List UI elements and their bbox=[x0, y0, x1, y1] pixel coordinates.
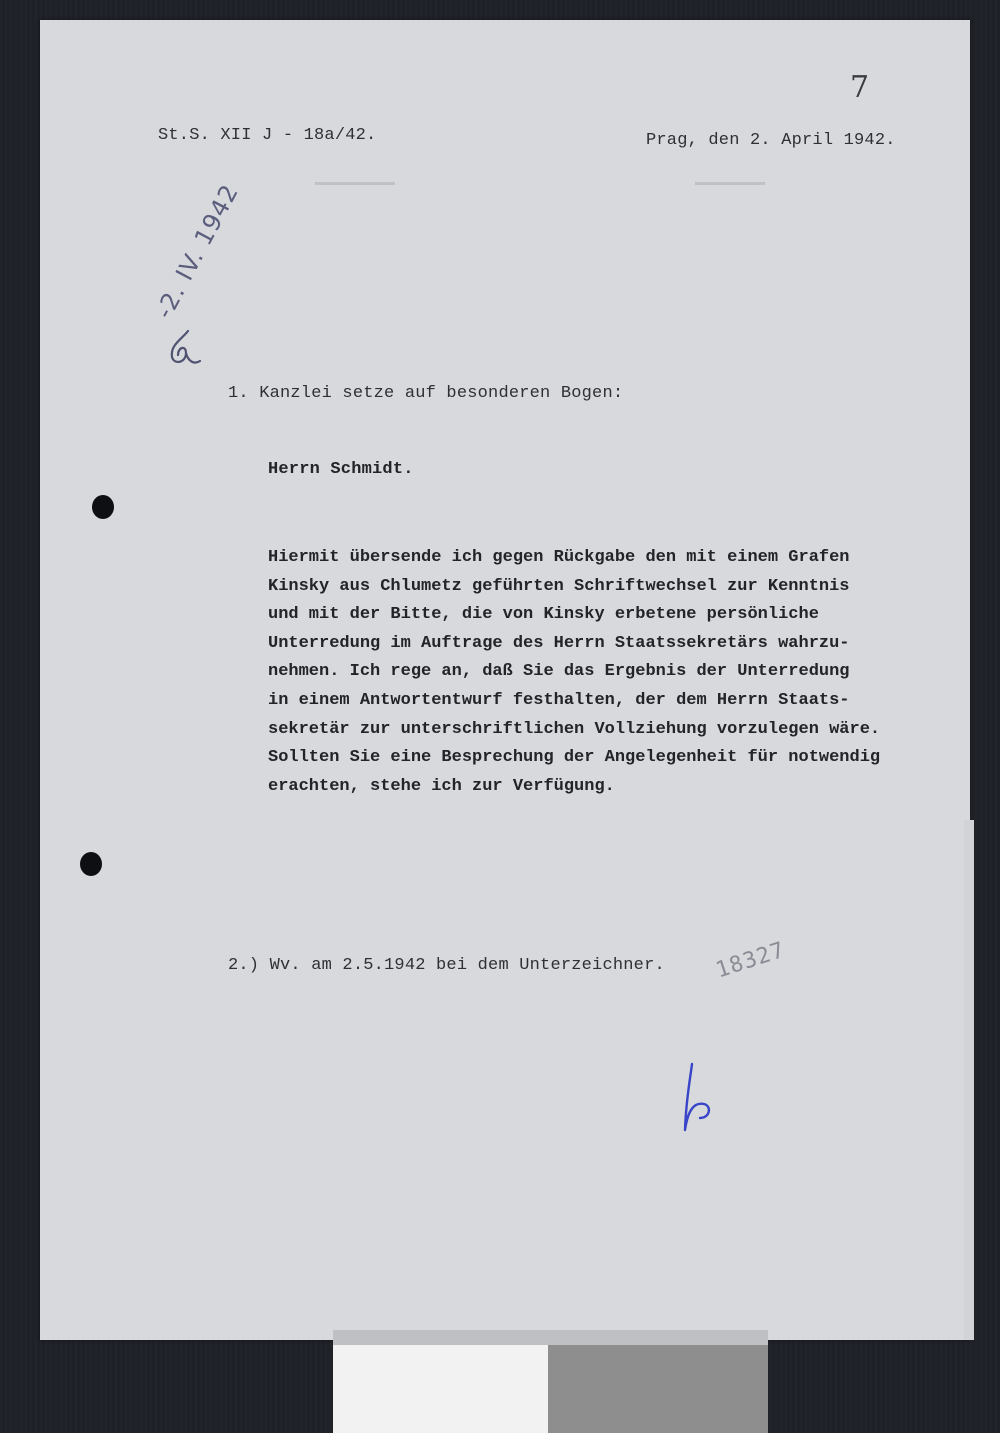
file-number-stamp: 18327 bbox=[712, 937, 789, 984]
paragraph-line: Hiermit übersende ich gegen Rückgabe den mit einem Grafen bbox=[268, 548, 850, 567]
paragraph-line: sekretär zur unterschriftlichen Vollziehung vorzulegen wäre. bbox=[268, 719, 881, 739]
punch-hole bbox=[80, 852, 102, 876]
reference-number: St.S. XII J - 18a/42. bbox=[158, 126, 377, 145]
received-date-stamp: -2. IV. 1942 bbox=[150, 179, 245, 324]
instruction-item-2: 2.) Wv. am 2.5.1942 bei dem Unterzeichner. bbox=[228, 956, 665, 975]
instruction-item-1: 1. Kanzlei setze auf besonderen Bogen: bbox=[228, 384, 624, 403]
paragraph-line: in einem Antwortentwurf festhalten, der dem Herrn Staats- bbox=[268, 690, 850, 710]
paragraph-line: und mit der Bitte, die von Kinsky erbetene persönliche bbox=[268, 605, 819, 625]
letter-paragraph bbox=[268, 548, 988, 805]
sheet-edge bbox=[964, 820, 974, 1340]
place-date: Prag, den 2. April 1942. bbox=[646, 131, 896, 150]
calibration-strip bbox=[333, 1330, 768, 1346]
color-swatch-white bbox=[333, 1345, 548, 1433]
color-swatch-gray bbox=[548, 1345, 768, 1433]
paragraph-line: nehmen. Ich rege an, daß Sie das Ergebnis der Unterredung bbox=[268, 662, 850, 682]
salutation: Herrn Schmidt. bbox=[268, 460, 414, 479]
paragraph-line: Sollten Sie eine Besprechung der Angelegenheit für notwendig bbox=[268, 748, 881, 768]
faint-mark bbox=[315, 182, 395, 185]
punch-hole bbox=[92, 495, 114, 519]
page-number: 7 bbox=[850, 70, 870, 105]
faint-mark bbox=[695, 182, 765, 185]
paragraph-line: erachten, stehe ich zur Verfügung. bbox=[268, 776, 615, 796]
initial-mark-icon bbox=[160, 325, 210, 375]
signature-icon bbox=[670, 1060, 730, 1140]
paragraph-line: Kinsky aus Chlumetz geführten Schriftwechsel zur Kenntnis bbox=[268, 576, 850, 596]
paragraph-line: Unterredung im Auftrage des Herrn Staatssekretärs wahrzu- bbox=[268, 633, 850, 653]
